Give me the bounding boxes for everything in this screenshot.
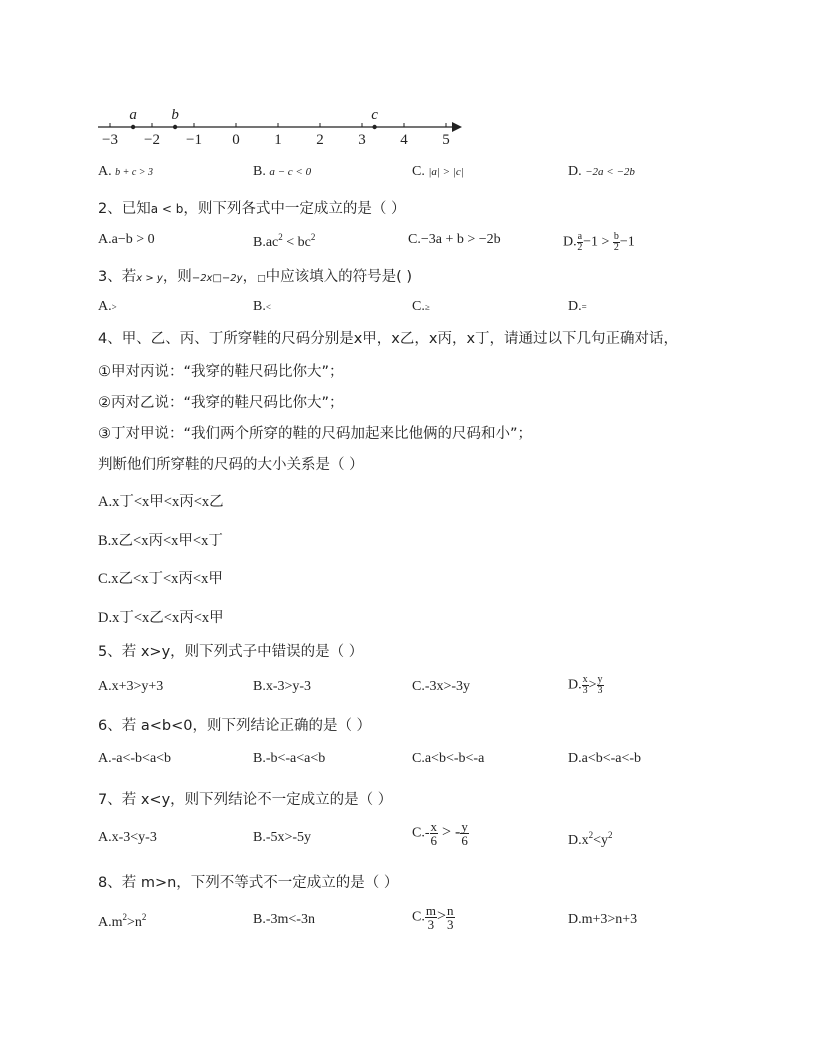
q1-options: [98, 164, 738, 186]
q6-options: [98, 751, 738, 773]
q7-options: [98, 819, 738, 852]
q6-option-c[interactable]: C.a<b<-b<-a: [412, 751, 485, 766]
q2-option-b[interactable]: $B.ac^2 < bc^2$: [253, 232, 316, 250]
q5-option-b[interactable]: B.x-3>y-3: [253, 679, 312, 694]
q3-option-d[interactable]: D.=: [568, 299, 587, 314]
q6-stem: 6、若 a<b<0，则下列结论正确的是（ ）: [98, 718, 372, 734]
q8-stem: 8、若 m>n，下列不等式不一定成立的是（ ）: [98, 875, 399, 891]
q3-option-b[interactable]: B.<: [253, 299, 271, 314]
q6-option-d[interactable]: D.a<b<-a<-b: [568, 751, 642, 766]
q1-option-c[interactable]: C. |a| > |c|: [412, 164, 464, 179]
number-line-point-label: b: [171, 107, 179, 123]
number-line-tick-label: −3: [102, 132, 118, 148]
number-line-tick-label: 0: [232, 132, 240, 148]
q4-question: 判断他们所穿鞋的尺码的大小关系是（ ）: [98, 457, 364, 473]
number-line-tick-label: 3: [358, 132, 366, 148]
q8-option-b[interactable]: B.-3m<-3n: [253, 912, 315, 927]
q7-option-d[interactable]: $D.x^2<y^2$: [568, 830, 613, 848]
number-line-arrow: [452, 122, 462, 132]
q5-options: [98, 674, 738, 701]
q2-option-c[interactable]: C.−3a + b > −2b: [408, 232, 501, 247]
q7-option-a[interactable]: A.x-3<y-3: [98, 830, 157, 845]
number-line-point-label: c: [371, 107, 378, 123]
number-line: [90, 100, 470, 152]
q6-option-b[interactable]: B.-b<-a<a<b: [253, 751, 326, 766]
number-line-tick-label: 5: [442, 132, 450, 148]
q8-option-a[interactable]: $A.m^2>n^2$: [98, 912, 147, 930]
number-line-point-c: [372, 125, 376, 129]
q5-option-a[interactable]: A.x+3>y+3: [98, 679, 164, 694]
q1-option-b[interactable]: B. a − c < 0: [253, 164, 312, 179]
q4-statement-3: ③丁对甲说：“我们两个所穿的鞋的尺码加起来比他俩的尺码和小”；: [98, 426, 533, 442]
q4-option-d[interactable]: D.x丁<x乙<x丙<x甲: [98, 610, 224, 626]
q5-stem: 5、若 x>y，则下列式子中错误的是（ ）: [98, 644, 364, 660]
q3-option-a[interactable]: A.>: [98, 299, 117, 314]
q5-option-c[interactable]: C.-3x>-3y: [412, 679, 471, 694]
q5-option-d[interactable]: D. $\frac{x}{3}$ > $\frac{y}{3}$: [568, 674, 603, 696]
number-line-tick-label: −2: [144, 132, 160, 148]
q8-options: [98, 903, 738, 934]
q4-option-b[interactable]: B.x乙<x丙<x甲<x丁: [98, 533, 223, 549]
number-line-point-label: a: [129, 107, 137, 123]
number-line-tick-label: 4: [400, 132, 408, 148]
q1-option-d[interactable]: D. −2a < −2b: [568, 164, 635, 179]
q4-statement-2: ②丙对乙说：“我穿的鞋尺码比你大”；: [98, 395, 344, 411]
q8-option-d[interactable]: D.m+3>n+3: [568, 912, 638, 927]
q2-options: [98, 232, 738, 254]
number-line-point-a: [131, 125, 135, 129]
q2-option-d[interactable]: D. $\frac{a}{2}$ −1 > $\frac{b}{2}$ −1: [563, 231, 635, 253]
q7-option-b[interactable]: B.-5x>-5y: [253, 830, 312, 845]
q3-options: [98, 299, 738, 321]
q8-option-c[interactable]: C. $\frac{m}{3}$ > $\frac{n}{3}$: [412, 903, 454, 932]
q3-stem: 3、若x > y，则−2x□−2y，□中应该填入的符号是( ): [98, 269, 413, 285]
q1-option-a[interactable]: A. b + c > 3: [98, 164, 154, 179]
q7-stem: 7、若 x<y，则下列结论不一定成立的是（ ）: [98, 792, 393, 808]
q2-option-a[interactable]: A.a−b > 0: [98, 232, 155, 247]
number-line-tick-label: 1: [274, 132, 282, 148]
q4-statement-1: ①甲对丙说：“我穿的鞋尺码比你大”；: [98, 364, 344, 380]
q2-stem: 2、已知a < b，则下列各式中一定成立的是（ ）: [98, 201, 406, 217]
q4-stem: 4、甲、乙、丙、丁所穿鞋的尺码分别是x甲，x乙，x丙，x丁，请通过以下几句正确对话，: [98, 331, 679, 347]
q3-option-c[interactable]: C.≥: [412, 299, 430, 314]
number-line-tick-label: −1: [186, 132, 202, 148]
q7-option-c[interactable]: C.- $\frac{x}{6}$ > - $\frac{y}{6}$: [412, 819, 468, 848]
q4-option-a[interactable]: A.x丁<x甲<x丙<x乙: [98, 494, 224, 510]
q6-option-a[interactable]: A.-a<-b<a<b: [98, 751, 172, 766]
q4-option-c[interactable]: C.x乙<x丁<x丙<x甲: [98, 571, 223, 587]
number-line-points: [129, 107, 378, 129]
number-line-tick-label: 2: [316, 132, 324, 148]
number-line-point-b: [173, 125, 177, 129]
